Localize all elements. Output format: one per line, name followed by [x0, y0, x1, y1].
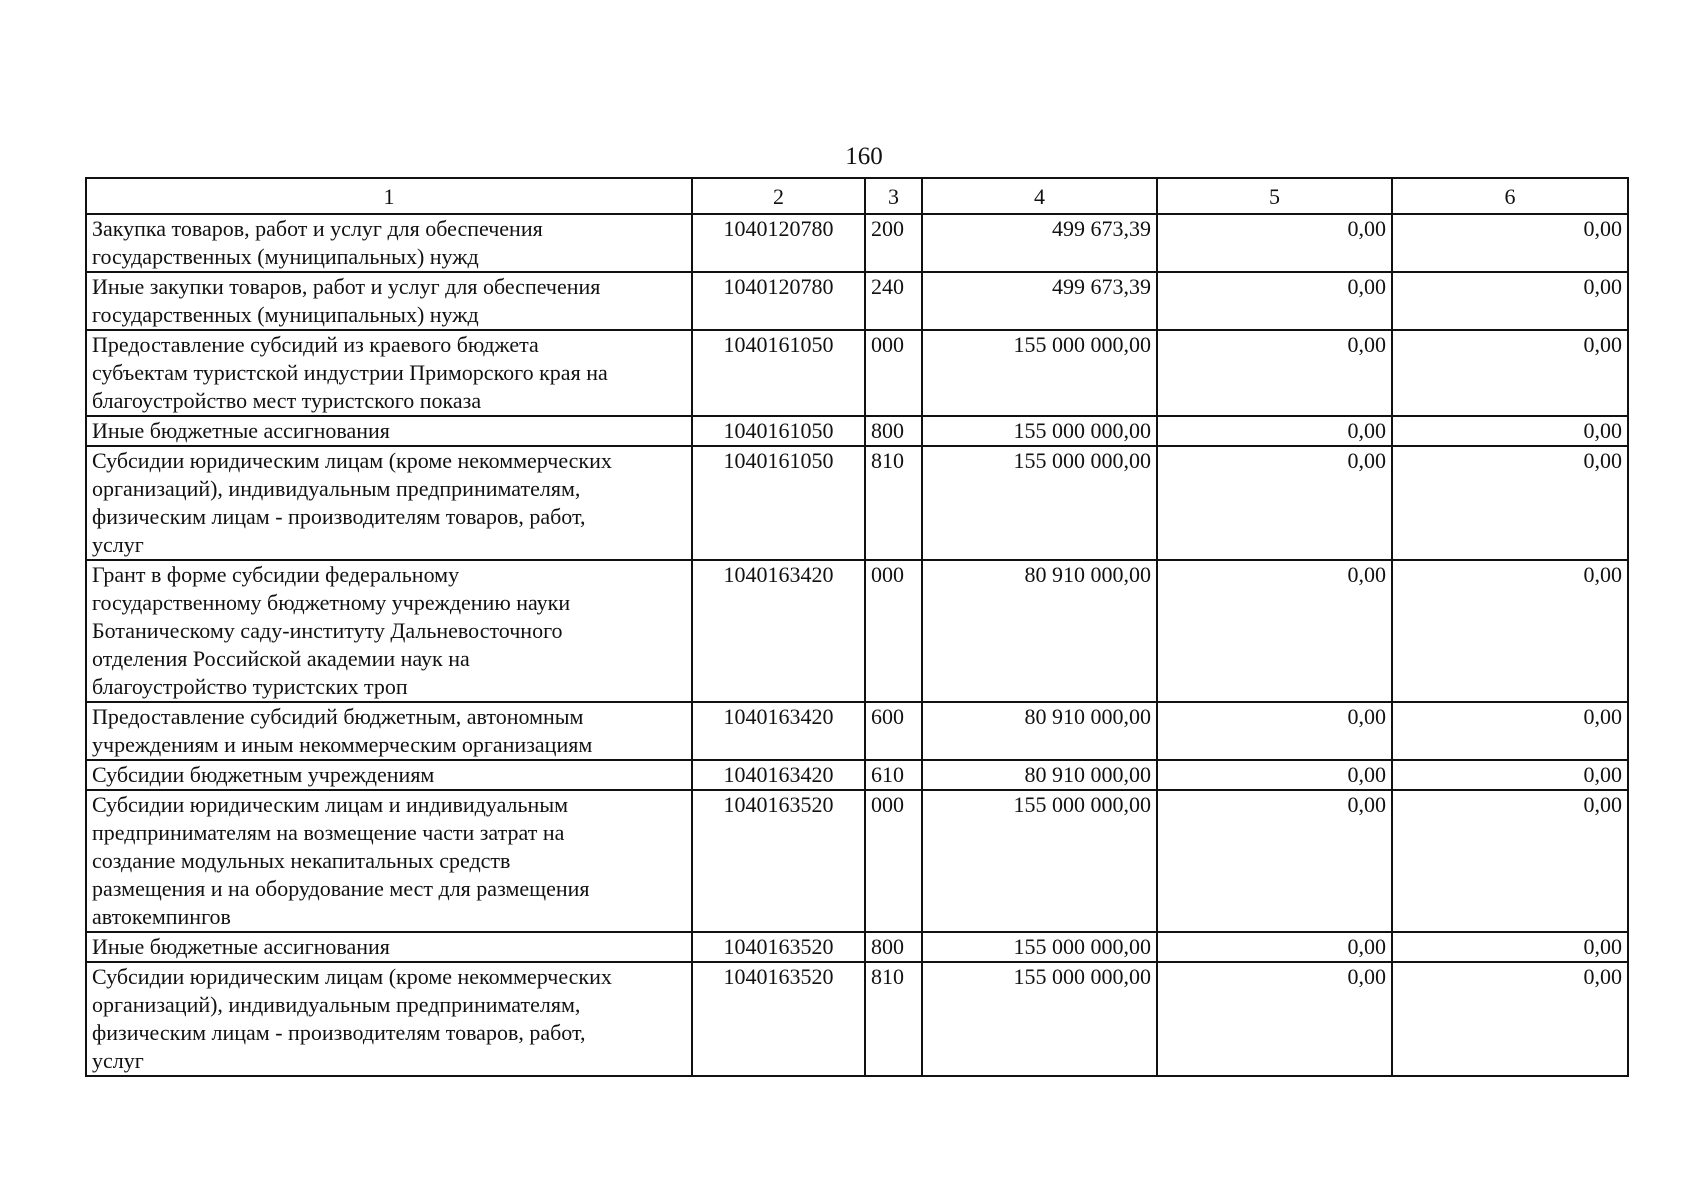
expense-type-code-cell: 000 [865, 560, 922, 702]
amount-col5-cell: 0,00 [1157, 446, 1392, 560]
expense-name-cell: Иные бюджетные ассигнования [86, 416, 692, 446]
expense-name-cell: Грант в форме субсидии федеральному государственному бюджетному учреждению науки Ботаническому саду-институту Дальневосточного отделения Российской академии наук на благоустройство туристских троп [86, 560, 692, 702]
table-row [86, 790, 1628, 932]
expense-type-code-cell: 810 [865, 446, 922, 560]
amount-col5-cell: 0,00 [1157, 760, 1392, 790]
column-header: 5 [1157, 178, 1392, 214]
table-row [86, 760, 1628, 790]
expense-type-code-cell: 810 [865, 962, 922, 1076]
expense-name-cell: Субсидии юридическим лицам (кроме некоммерческих организаций), индивидуальным предпринимателям, физическим лицам - производителям товаров, работ, услуг [86, 962, 692, 1076]
target-article-code-cell: 1040163520 [692, 932, 865, 962]
table-row [86, 446, 1628, 560]
table-row [86, 416, 1628, 446]
amount-col6-cell: 0,00 [1392, 446, 1628, 560]
table-row [86, 932, 1628, 962]
amount-col5-cell: 0,00 [1157, 790, 1392, 932]
amount-col4-cell: 80 910 000,00 [922, 560, 1157, 702]
target-article-code-cell: 1040163520 [692, 790, 865, 932]
amount-col6-cell: 0,00 [1392, 702, 1628, 760]
amount-col4-cell: 80 910 000,00 [922, 702, 1157, 760]
amount-col6-cell: 0,00 [1392, 416, 1628, 446]
expense-name-cell: Закупка товаров, работ и услуг для обеспечения государственных (муниципальных) нужд [86, 214, 692, 272]
table-body [86, 214, 1628, 1076]
expense-name-cell: Субсидии бюджетным учреждениям [86, 760, 692, 790]
expense-type-code-cell: 610 [865, 760, 922, 790]
amount-col5-cell: 0,00 [1157, 560, 1392, 702]
amount-col4-cell: 155 000 000,00 [922, 416, 1157, 446]
target-article-code-cell: 1040161050 [692, 446, 865, 560]
expense-type-code-cell: 000 [865, 790, 922, 932]
expense-name-cell: Иные закупки товаров, работ и услуг для обеспечения государственных (муниципальных) нужд [86, 272, 692, 330]
expense-name-cell: Предоставление субсидий из краевого бюджета субъектам туристской индустрии Приморского края на благоустройство мест туристского показа [86, 330, 692, 416]
amount-col4-cell: 155 000 000,00 [922, 446, 1157, 560]
expense-type-code-cell: 200 [865, 214, 922, 272]
amount-col5-cell: 0,00 [1157, 214, 1392, 272]
column-header: 6 [1392, 178, 1628, 214]
amount-col6-cell: 0,00 [1392, 214, 1628, 272]
table-row [86, 560, 1628, 702]
expense-type-code-cell: 800 [865, 932, 922, 962]
expense-type-code-cell: 000 [865, 330, 922, 416]
target-article-code-cell: 1040163420 [692, 560, 865, 702]
target-article-code-cell: 1040163420 [692, 760, 865, 790]
amount-col5-cell: 0,00 [1157, 932, 1392, 962]
column-header: 2 [692, 178, 865, 214]
target-article-code-cell: 1040120780 [692, 272, 865, 330]
table-row [86, 702, 1628, 760]
amount-col4-cell: 155 000 000,00 [922, 790, 1157, 932]
table-row [86, 330, 1628, 416]
expense-type-code-cell: 800 [865, 416, 922, 446]
target-article-code-cell: 1040120780 [692, 214, 865, 272]
amount-col5-cell: 0,00 [1157, 272, 1392, 330]
amount-col6-cell: 0,00 [1392, 790, 1628, 932]
amount-col5-cell: 0,00 [1157, 416, 1392, 446]
expense-name-cell: Субсидии юридическим лицам (кроме некоммерческих организаций), индивидуальным предпринимателям, физическим лицам - производителям товаров, работ, услуг [86, 446, 692, 560]
amount-col6-cell: 0,00 [1392, 760, 1628, 790]
amount-col6-cell: 0,00 [1392, 272, 1628, 330]
target-article-code-cell: 1040163420 [692, 702, 865, 760]
amount-col5-cell: 0,00 [1157, 330, 1392, 416]
amount-col4-cell: 155 000 000,00 [922, 330, 1157, 416]
amount-col6-cell: 0,00 [1392, 962, 1628, 1076]
amount-col6-cell: 0,00 [1392, 560, 1628, 702]
column-header: 4 [922, 178, 1157, 214]
amount-col5-cell: 0,00 [1157, 962, 1392, 1076]
expense-name-cell: Субсидии юридическим лицам и индивидуальным предпринимателям на возмещение части затрат на создание модульных некапитальных средств размещения и на оборудование мест для размещения автокемпингов [86, 790, 692, 932]
expense-type-code-cell: 600 [865, 702, 922, 760]
amount-col6-cell: 0,00 [1392, 330, 1628, 416]
page-number: 160 [845, 143, 883, 170]
amount-col4-cell: 80 910 000,00 [922, 760, 1157, 790]
amount-col4-cell: 155 000 000,00 [922, 962, 1157, 1076]
amount-col4-cell: 499 673,39 [922, 214, 1157, 272]
amount-col6-cell: 0,00 [1392, 932, 1628, 962]
target-article-code-cell: 1040161050 [692, 330, 865, 416]
expense-type-code-cell: 240 [865, 272, 922, 330]
table-row [86, 272, 1628, 330]
column-header: 1 [86, 178, 692, 214]
table-row [86, 214, 1628, 272]
column-header: 3 [865, 178, 922, 214]
table-header [86, 178, 1628, 214]
target-article-code-cell: 1040163520 [692, 962, 865, 1076]
budget-table [85, 177, 1629, 1077]
target-article-code-cell: 1040161050 [692, 416, 865, 446]
expense-name-cell: Иные бюджетные ассигнования [86, 932, 692, 962]
header-row [86, 178, 1628, 214]
table-row [86, 962, 1628, 1076]
amount-col4-cell: 155 000 000,00 [922, 932, 1157, 962]
amount-col5-cell: 0,00 [1157, 702, 1392, 760]
expense-name-cell: Предоставление субсидий бюджетным, автономным учреждениям и иным некоммерческим организациям [86, 702, 692, 760]
amount-col4-cell: 499 673,39 [922, 272, 1157, 330]
